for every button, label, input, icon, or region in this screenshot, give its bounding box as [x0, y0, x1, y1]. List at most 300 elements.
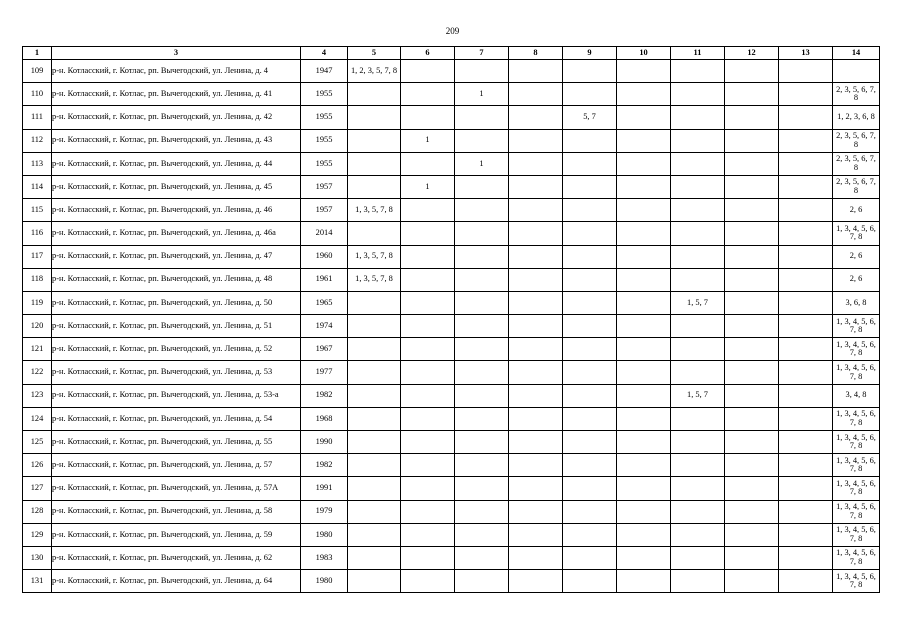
year-cell: 1982	[301, 454, 348, 477]
cell-col-8	[509, 129, 563, 152]
cell-col-14: 2, 6	[833, 268, 880, 291]
cell-col-7	[455, 129, 509, 152]
cell-col-9	[563, 454, 617, 477]
cell-col-14: 2, 6	[833, 245, 880, 268]
cell-col-12	[725, 199, 779, 222]
address-cell: р-н. Котласский, г. Котлас, рп. Вычегодский, ул. Ленина, д. 64	[52, 570, 301, 593]
cell-col-7: 1	[455, 152, 509, 175]
address-cell: р-н. Котласский, г. Котлас, рп. Вычегодский, ул. Ленина, д. 58	[52, 500, 301, 523]
cell-col-14: 2, 3, 5, 6, 7, 8	[833, 152, 880, 175]
cell-col-14: 2, 3, 5, 6, 7, 8	[833, 129, 880, 152]
cell-col-6: 1	[401, 175, 455, 198]
table-row	[23, 106, 880, 129]
cell-col-9	[563, 546, 617, 569]
row-number: 124	[23, 407, 52, 430]
year-cell: 1980	[301, 523, 348, 546]
col-header-6: 6	[401, 47, 455, 60]
cell-col-11	[671, 106, 725, 129]
cell-col-10	[617, 199, 671, 222]
cell-col-12	[725, 523, 779, 546]
row-number: 119	[23, 291, 52, 314]
address-cell: р-н. Котласский, г. Котлас, рп. Вычегодский, ул. Ленина, д. 47	[52, 245, 301, 268]
cell-col-5	[348, 523, 401, 546]
cell-col-12	[725, 152, 779, 175]
cell-col-12	[725, 454, 779, 477]
cell-col-10	[617, 175, 671, 198]
row-number: 131	[23, 570, 52, 593]
table-row	[23, 199, 880, 222]
table-row	[23, 83, 880, 106]
cell-col-14: 1, 3, 4, 5, 6, 7, 8	[833, 361, 880, 384]
cell-col-9	[563, 268, 617, 291]
cell-col-10	[617, 106, 671, 129]
cell-col-5	[348, 477, 401, 500]
cell-col-12	[725, 407, 779, 430]
row-number: 110	[23, 83, 52, 106]
cell-col-6	[401, 338, 455, 361]
year-cell: 1991	[301, 477, 348, 500]
cell-col-12	[725, 315, 779, 338]
cell-col-10	[617, 500, 671, 523]
cell-col-12	[725, 431, 779, 454]
table-row	[23, 546, 880, 569]
cell-col-6	[401, 245, 455, 268]
cell-col-6	[401, 407, 455, 430]
cell-col-14: 1, 3, 4, 5, 6, 7, 8	[833, 477, 880, 500]
row-number: 113	[23, 152, 52, 175]
table-row	[23, 407, 880, 430]
cell-col-5	[348, 431, 401, 454]
cell-col-7	[455, 570, 509, 593]
cell-col-7	[455, 268, 509, 291]
cell-col-11	[671, 60, 725, 83]
cell-col-8	[509, 570, 563, 593]
cell-col-9	[563, 245, 617, 268]
cell-col-12	[725, 546, 779, 569]
cell-col-6	[401, 291, 455, 314]
cell-col-11	[671, 222, 725, 245]
cell-col-12	[725, 106, 779, 129]
cell-col-13	[779, 199, 833, 222]
cell-col-12	[725, 222, 779, 245]
cell-col-10	[617, 245, 671, 268]
cell-col-13	[779, 454, 833, 477]
row-number: 127	[23, 477, 52, 500]
year-cell: 1955	[301, 83, 348, 106]
cell-col-7	[455, 477, 509, 500]
cell-col-7	[455, 291, 509, 314]
cell-col-14: 1, 3, 4, 5, 6, 7, 8	[833, 407, 880, 430]
table-row	[23, 268, 880, 291]
cell-col-6	[401, 384, 455, 407]
col-header-5: 5	[348, 47, 401, 60]
cell-col-7	[455, 546, 509, 569]
cell-col-10	[617, 407, 671, 430]
cell-col-5	[348, 407, 401, 430]
cell-col-14: 1, 3, 4, 5, 6, 7, 8	[833, 315, 880, 338]
cell-col-9	[563, 199, 617, 222]
address-cell: р-н. Котласский, г. Котлас, рп. Вычегодский, ул. Ленина, д. 44	[52, 152, 301, 175]
cell-col-14: 1, 3, 4, 5, 6, 7, 8	[833, 546, 880, 569]
cell-col-10	[617, 129, 671, 152]
cell-col-5	[348, 129, 401, 152]
cell-col-11	[671, 523, 725, 546]
cell-col-12	[725, 338, 779, 361]
cell-col-9	[563, 361, 617, 384]
cell-col-7	[455, 338, 509, 361]
cell-col-6	[401, 315, 455, 338]
cell-col-11	[671, 546, 725, 569]
year-cell: 1965	[301, 291, 348, 314]
cell-col-10	[617, 431, 671, 454]
cell-col-10	[617, 315, 671, 338]
cell-col-13	[779, 83, 833, 106]
col-header-4: 4	[301, 47, 348, 60]
cell-col-8	[509, 500, 563, 523]
cell-col-6	[401, 268, 455, 291]
table-row	[23, 500, 880, 523]
table-row	[23, 315, 880, 338]
cell-col-9	[563, 129, 617, 152]
cell-col-14: 1, 3, 4, 5, 6, 7, 8	[833, 570, 880, 593]
cell-col-9	[563, 83, 617, 106]
cell-col-7	[455, 245, 509, 268]
address-cell: р-н. Котласский, г. Котлас, рп. Вычегодский, ул. Ленина, д. 51	[52, 315, 301, 338]
col-header-14: 14	[833, 47, 880, 60]
cell-col-6	[401, 570, 455, 593]
cell-col-8	[509, 199, 563, 222]
address-cell: р-н. Котласский, г. Котлас, рп. Вычегодский, ул. Ленина, д. 4	[52, 60, 301, 83]
cell-col-12	[725, 291, 779, 314]
cell-col-11	[671, 454, 725, 477]
year-cell: 1980	[301, 570, 348, 593]
cell-col-7	[455, 106, 509, 129]
cell-col-13	[779, 291, 833, 314]
cell-col-12	[725, 60, 779, 83]
cell-col-14: 2, 6	[833, 199, 880, 222]
cell-col-10	[617, 546, 671, 569]
cell-col-13	[779, 570, 833, 593]
cell-col-11	[671, 245, 725, 268]
year-cell: 2014	[301, 222, 348, 245]
cell-col-11	[671, 83, 725, 106]
cell-col-9	[563, 175, 617, 198]
cell-col-10	[617, 454, 671, 477]
cell-col-6	[401, 106, 455, 129]
cell-col-12	[725, 361, 779, 384]
cell-col-11	[671, 361, 725, 384]
year-cell: 1955	[301, 129, 348, 152]
cell-col-11: 1, 5, 7	[671, 384, 725, 407]
cell-col-13	[779, 315, 833, 338]
cell-col-5	[348, 361, 401, 384]
row-number: 117	[23, 245, 52, 268]
address-cell: р-н. Котласский, г. Котлас, рп. Вычегодский, ул. Ленина, д. 54	[52, 407, 301, 430]
cell-col-11	[671, 477, 725, 500]
cell-col-13	[779, 384, 833, 407]
cell-col-10	[617, 477, 671, 500]
year-cell: 1979	[301, 500, 348, 523]
address-cell: р-н. Котласский, г. Котлас, рп. Вычегодский, ул. Ленина, д. 57А	[52, 477, 301, 500]
cell-col-13	[779, 222, 833, 245]
cell-col-8	[509, 407, 563, 430]
table-row	[23, 175, 880, 198]
cell-col-7	[455, 315, 509, 338]
table-row	[23, 60, 880, 83]
cell-col-10	[617, 338, 671, 361]
address-cell: р-н. Котласский, г. Котлас, рп. Вычегодский, ул. Ленина, д. 53-а	[52, 384, 301, 407]
address-cell: р-н. Котласский, г. Котлас, рп. Вычегодский, ул. Ленина, д. 43	[52, 129, 301, 152]
row-number: 128	[23, 500, 52, 523]
table-row	[23, 338, 880, 361]
cell-col-5	[348, 315, 401, 338]
cell-col-8	[509, 384, 563, 407]
col-header-9: 9	[563, 47, 617, 60]
cell-col-11	[671, 407, 725, 430]
cell-col-14: 1, 3, 4, 5, 6, 7, 8	[833, 222, 880, 245]
cell-col-11	[671, 315, 725, 338]
cell-col-12	[725, 570, 779, 593]
col-header-12: 12	[725, 47, 779, 60]
year-cell: 1983	[301, 546, 348, 569]
cell-col-12	[725, 477, 779, 500]
cell-col-6	[401, 431, 455, 454]
cell-col-5	[348, 222, 401, 245]
cell-col-8	[509, 152, 563, 175]
cell-col-7	[455, 175, 509, 198]
cell-col-13	[779, 338, 833, 361]
cell-col-6	[401, 152, 455, 175]
cell-col-8	[509, 546, 563, 569]
table-row	[23, 431, 880, 454]
cell-col-10	[617, 523, 671, 546]
row-number: 123	[23, 384, 52, 407]
cell-col-11	[671, 152, 725, 175]
col-header-1: 1	[23, 47, 52, 60]
row-number: 109	[23, 60, 52, 83]
cell-col-13	[779, 546, 833, 569]
col-header-13: 13	[779, 47, 833, 60]
cell-col-10	[617, 152, 671, 175]
cell-col-14: 1, 3, 4, 5, 6, 7, 8	[833, 338, 880, 361]
row-number: 118	[23, 268, 52, 291]
cell-col-6	[401, 199, 455, 222]
cell-col-13	[779, 407, 833, 430]
cell-col-8	[509, 361, 563, 384]
cell-col-5	[348, 338, 401, 361]
col-header-3: 3	[52, 47, 301, 60]
row-number: 114	[23, 175, 52, 198]
cell-col-11	[671, 431, 725, 454]
cell-col-14: 3, 6, 8	[833, 291, 880, 314]
row-number: 126	[23, 454, 52, 477]
table-row	[23, 570, 880, 593]
cell-col-7	[455, 199, 509, 222]
cell-col-6	[401, 500, 455, 523]
year-cell: 1977	[301, 361, 348, 384]
cell-col-5	[348, 291, 401, 314]
cell-col-11: 1, 5, 7	[671, 291, 725, 314]
row-number: 111	[23, 106, 52, 129]
cell-col-8	[509, 338, 563, 361]
cell-col-14: 1, 3, 4, 5, 6, 7, 8	[833, 454, 880, 477]
address-cell: р-н. Котласский, г. Котлас, рп. Вычегодский, ул. Ленина, д. 42	[52, 106, 301, 129]
cell-col-8	[509, 175, 563, 198]
cell-col-5	[348, 106, 401, 129]
cell-col-8	[509, 268, 563, 291]
cell-col-11	[671, 570, 725, 593]
cell-col-14: 1, 2, 3, 6, 8	[833, 106, 880, 129]
cell-col-10	[617, 291, 671, 314]
cell-col-6	[401, 60, 455, 83]
cell-col-5	[348, 152, 401, 175]
cell-col-5	[348, 570, 401, 593]
year-cell: 1974	[301, 315, 348, 338]
cell-col-10	[617, 60, 671, 83]
cell-col-8	[509, 222, 563, 245]
cell-col-13	[779, 500, 833, 523]
row-number: 116	[23, 222, 52, 245]
cell-col-8	[509, 60, 563, 83]
cell-col-10	[617, 83, 671, 106]
address-cell: р-н. Котласский, г. Котлас, рп. Вычегодский, ул. Ленина, д. 41	[52, 83, 301, 106]
cell-col-9	[563, 315, 617, 338]
table-row	[23, 245, 880, 268]
cell-col-12	[725, 175, 779, 198]
row-number: 122	[23, 361, 52, 384]
cell-col-6	[401, 83, 455, 106]
table-row	[23, 361, 880, 384]
cell-col-8	[509, 291, 563, 314]
cell-col-9	[563, 384, 617, 407]
cell-col-13	[779, 129, 833, 152]
cell-col-6	[401, 361, 455, 384]
cell-col-8	[509, 523, 563, 546]
year-cell: 1967	[301, 338, 348, 361]
year-cell: 1957	[301, 199, 348, 222]
table-row	[23, 523, 880, 546]
cell-col-11	[671, 268, 725, 291]
cell-col-8	[509, 477, 563, 500]
cell-col-11	[671, 175, 725, 198]
row-number: 125	[23, 431, 52, 454]
cell-col-13	[779, 60, 833, 83]
year-cell: 1955	[301, 152, 348, 175]
year-cell: 1968	[301, 407, 348, 430]
cell-col-14: 3, 4, 8	[833, 384, 880, 407]
cell-col-8	[509, 245, 563, 268]
cell-col-7	[455, 361, 509, 384]
cell-col-7	[455, 407, 509, 430]
col-header-8: 8	[509, 47, 563, 60]
cell-col-12	[725, 268, 779, 291]
year-cell: 1982	[301, 384, 348, 407]
cell-col-7	[455, 60, 509, 83]
cell-col-9	[563, 407, 617, 430]
cell-col-9	[563, 152, 617, 175]
table-row	[23, 222, 880, 245]
year-cell: 1990	[301, 431, 348, 454]
cell-col-12	[725, 83, 779, 106]
cell-col-7	[455, 500, 509, 523]
cell-col-11	[671, 500, 725, 523]
cell-col-14: 1, 3, 4, 5, 6, 7, 8	[833, 523, 880, 546]
cell-col-9	[563, 523, 617, 546]
cell-col-7	[455, 523, 509, 546]
cell-col-12	[725, 245, 779, 268]
cell-col-6	[401, 523, 455, 546]
cell-col-5	[348, 454, 401, 477]
cell-col-13	[779, 523, 833, 546]
cell-col-8	[509, 454, 563, 477]
address-cell: р-н. Котласский, г. Котлас, рп. Вычегодский, ул. Ленина, д. 46	[52, 199, 301, 222]
cell-col-9: 5, 7	[563, 106, 617, 129]
address-cell: р-н. Котласский, г. Котлас, рп. Вычегодский, ул. Ленина, д. 52	[52, 338, 301, 361]
cell-col-12	[725, 129, 779, 152]
cell-col-6	[401, 546, 455, 569]
cell-col-14	[833, 60, 880, 83]
cell-col-7	[455, 222, 509, 245]
row-number: 121	[23, 338, 52, 361]
cell-col-13	[779, 431, 833, 454]
cell-col-5: 1, 2, 3, 5, 7, 8	[348, 60, 401, 83]
cell-col-5	[348, 83, 401, 106]
year-cell: 1955	[301, 106, 348, 129]
cell-col-5: 1, 3, 5, 7, 8	[348, 268, 401, 291]
cell-col-9	[563, 477, 617, 500]
table-row	[23, 454, 880, 477]
cell-col-5	[348, 175, 401, 198]
address-cell: р-н. Котласский, г. Котлас, рп. Вычегодский, ул. Ленина, д. 59	[52, 523, 301, 546]
cell-col-14: 2, 3, 5, 6, 7, 8	[833, 83, 880, 106]
cell-col-6: 1	[401, 129, 455, 152]
address-cell: р-н. Котласский, г. Котлас, рп. Вычегодский, ул. Ленина, д. 48	[52, 268, 301, 291]
address-cell: р-н. Котласский, г. Котлас, рп. Вычегодский, ул. Ленина, д. 55	[52, 431, 301, 454]
row-number: 129	[23, 523, 52, 546]
cell-col-8	[509, 106, 563, 129]
address-cell: р-н. Котласский, г. Котлас, рп. Вычегодский, ул. Ленина, д. 53	[52, 361, 301, 384]
row-number: 115	[23, 199, 52, 222]
table-row	[23, 291, 880, 314]
address-cell: р-н. Котласский, г. Котлас, рп. Вычегодский, ул. Ленина, д. 45	[52, 175, 301, 198]
cell-col-11	[671, 199, 725, 222]
register-table	[22, 46, 880, 593]
cell-col-13	[779, 152, 833, 175]
cell-col-14: 2, 3, 5, 6, 7, 8	[833, 175, 880, 198]
cell-col-8	[509, 315, 563, 338]
address-cell: р-н. Котласский, г. Котлас, рп. Вычегодский, ул. Ленина, д. 57	[52, 454, 301, 477]
table-row	[23, 152, 880, 175]
cell-col-13	[779, 268, 833, 291]
cell-col-13	[779, 106, 833, 129]
cell-col-6	[401, 454, 455, 477]
cell-col-8	[509, 83, 563, 106]
cell-col-10	[617, 268, 671, 291]
cell-col-5	[348, 384, 401, 407]
cell-col-13	[779, 477, 833, 500]
cell-col-9	[563, 570, 617, 593]
cell-col-9	[563, 338, 617, 361]
cell-col-10	[617, 222, 671, 245]
address-cell: р-н. Котласский, г. Котлас, рп. Вычегодский, ул. Ленина, д. 62	[52, 546, 301, 569]
col-header-7: 7	[455, 47, 509, 60]
cell-col-13	[779, 245, 833, 268]
cell-col-7: 1	[455, 83, 509, 106]
cell-col-11	[671, 338, 725, 361]
year-cell: 1947	[301, 60, 348, 83]
cell-col-7	[455, 454, 509, 477]
page-number: 209	[445, 26, 460, 36]
